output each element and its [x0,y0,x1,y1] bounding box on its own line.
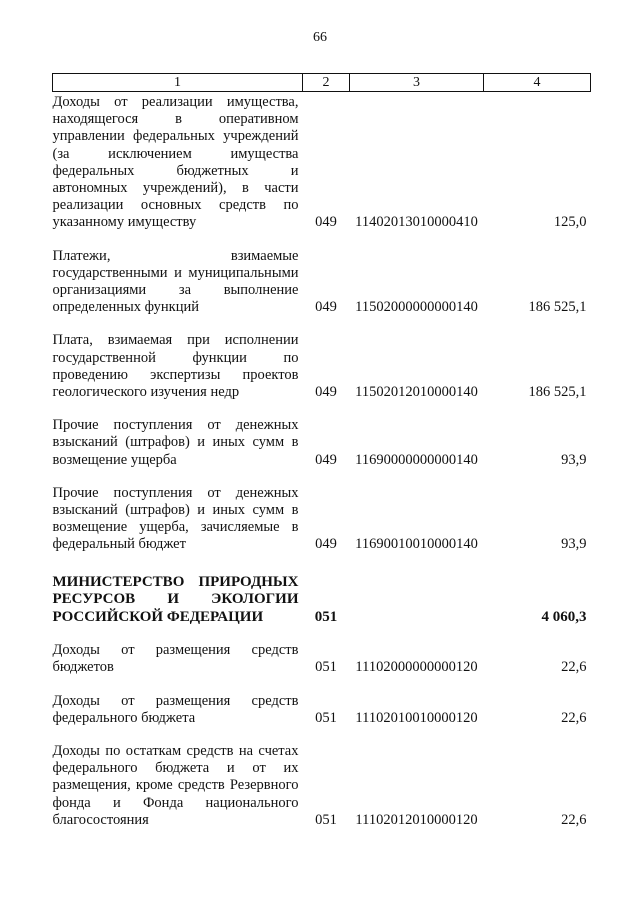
row-org-code: 051 [314,608,338,625]
header-col-1: 1 [53,74,303,92]
row-budget-code [350,554,484,627]
header-col-3: 3 [350,74,484,92]
row-description: Доходы по остаткам средств на счетах федерального бюджета и от их размещения, кроме средств Резервного фонда и Фонда национального благосостояния [52,742,299,828]
table-row [53,401,591,469]
row-description: Доходы от размещения средств федерального бюджета [52,692,299,726]
row-amount: 93,9 [561,451,587,468]
row-amount: 186 525,1 [528,384,587,401]
row-budget-code: 11102012010000120 [355,811,478,828]
ministry-heading-row [53,554,591,627]
ministry-total-amount: 4 060,3 [541,608,587,625]
row-description: Плата, взимаемая при исполнении государственной функции по проведению экспертизы проектов геологического изучения недр [52,332,299,401]
row-budget-code: 11402013010000410 [355,214,478,231]
row-amount: 22,6 [561,709,587,726]
header-row [53,74,591,92]
row-org-code: 051 [315,659,337,676]
row-description: Доходы от реализации имущества, находящегося в оперативном управлении федеральных учреждений (за исключением имущества федеральных бюджетных и автономных учреждений), в части реализации основных средств по указанному имуществу [52,94,299,231]
row-description: Платежи, взимаемые государственными и муниципальными организациями за выполнение определенных функций [52,247,299,316]
row-description: Прочие поступления от денежных взысканий (штрафов) и иных сумм в возмещение ущерба [52,417,299,468]
table-row [53,626,591,676]
row-budget-code: 11102000000000120 [355,659,478,676]
table-row [53,469,591,554]
row-budget-code: 11502000000000140 [355,299,478,316]
row-amount: 93,9 [561,536,587,553]
table-row [53,316,591,401]
table-row [53,232,591,317]
header-col-4: 4 [484,74,591,92]
page-number: 66 [313,30,327,45]
row-budget-code: 11102010010000120 [355,709,478,726]
table-row [53,727,591,829]
row-description: Доходы от размещения средств бюджетов [52,642,299,676]
row-org-code: 049 [315,451,337,468]
table-row [53,92,591,232]
table-header [53,74,591,92]
row-org-code: 049 [315,299,337,316]
row-amount: 186 525,1 [528,299,587,316]
ministry-name: МИНИСТЕРСТВО ПРИРОДНЫХ РЕСУРСОВ И ЭКОЛОГИИ РОССИЙСКОЙ ФЕДЕРАЦИИ [52,573,299,625]
table-body [53,92,591,830]
row-amount: 125,0 [553,214,587,231]
header-col-2: 2 [303,74,350,92]
row-org-code: 051 [315,709,337,726]
row-amount: 22,6 [561,659,587,676]
table-row [53,677,591,727]
row-org-code: 049 [315,384,337,401]
row-description: Прочие поступления от денежных взысканий (штрафов) и иных сумм в возмещение ущерба, зачисляемые в федеральный бюджет [52,484,299,553]
row-budget-code: 11690010010000140 [355,536,478,553]
row-budget-code: 11502012010000140 [355,384,478,401]
row-org-code: 049 [315,214,337,231]
budget-revenue-table [52,73,591,829]
row-org-code: 049 [315,536,337,553]
row-amount: 22,6 [561,811,587,828]
row-org-code: 051 [315,811,337,828]
row-budget-code: 11690000000000140 [355,451,478,468]
